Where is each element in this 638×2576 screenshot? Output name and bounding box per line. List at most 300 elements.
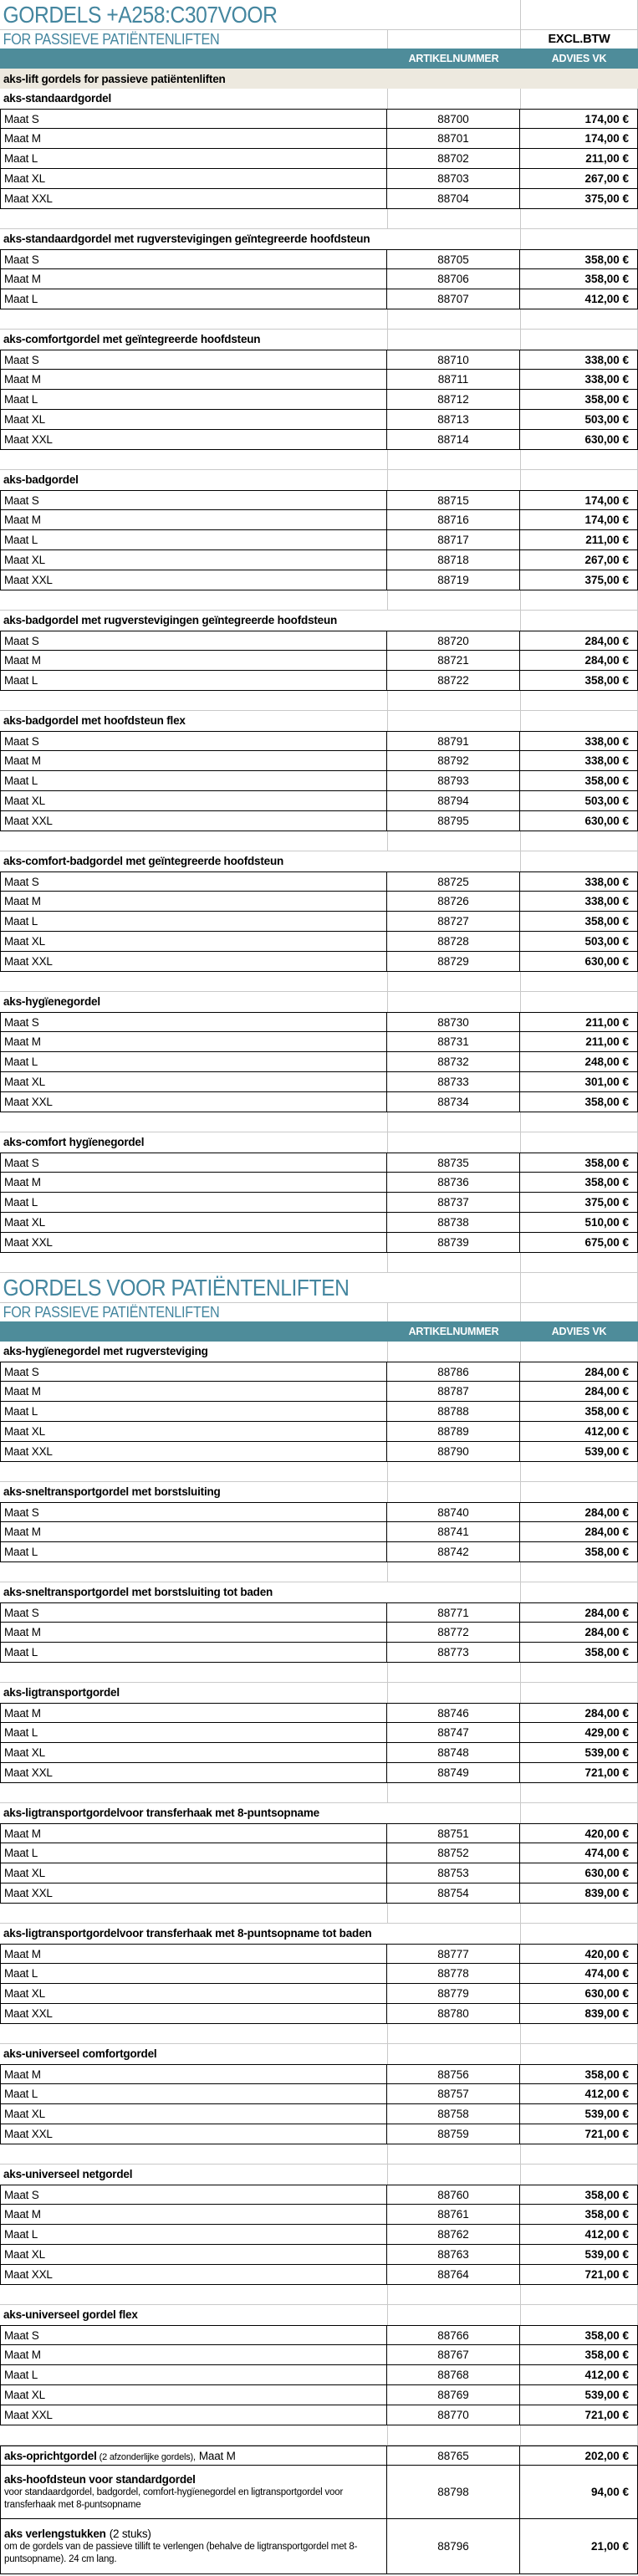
artikelnummer-value: 88796 — [437, 2540, 469, 2553]
price-cell — [520, 550, 638, 570]
product-row — [0, 430, 638, 450]
price-cell — [520, 1362, 638, 1382]
group-name: aks-ligtransportgordel — [3, 1686, 120, 1699]
group-spacer-cell — [520, 1924, 638, 1944]
price-value: 539,00 € — [584, 2389, 629, 2401]
spacer-cell — [387, 1462, 520, 1482]
price-value: 174,00 € — [584, 112, 629, 125]
size-cell — [0, 1233, 387, 1253]
group-name-cell — [0, 229, 387, 249]
price-cell — [520, 2519, 638, 2574]
group-spacer-cell — [520, 1482, 638, 1502]
spacer-cell — [387, 1783, 520, 1803]
footer-product-bold: aks-hoofdsteun voor standardgordel — [4, 2472, 196, 2486]
price-value: 539,00 € — [584, 1746, 629, 1759]
artikelnummer-cell — [387, 2225, 520, 2245]
spacer-cell — [387, 590, 520, 611]
spacer-cell — [520, 1783, 638, 1803]
artikelnummer-cell — [387, 1602, 520, 1623]
price-value: 284,00 € — [584, 1706, 629, 1720]
product-row — [0, 1883, 638, 1904]
product-row — [0, 169, 638, 189]
price-value: 358,00 € — [584, 1096, 629, 1108]
price-cell — [520, 892, 638, 912]
price-cell — [520, 912, 638, 932]
group-spacer-cell — [387, 1342, 520, 1362]
column-header-artikelnummer: ARTIKELNUMMER — [408, 1326, 499, 1337]
price-cell — [520, 1072, 638, 1092]
group-spacer-cell — [520, 330, 638, 350]
artikelnummer-cell — [387, 1763, 520, 1783]
price-value: 358,00 € — [584, 2349, 629, 2361]
group-header-row — [0, 992, 638, 1012]
product-row — [0, 671, 638, 691]
artikelnummer-cell — [387, 731, 520, 751]
product-row — [0, 350, 638, 370]
group-name-cell — [0, 1132, 387, 1153]
product-row — [0, 550, 638, 570]
artikelnummer-cell — [387, 651, 520, 671]
product-row — [0, 2365, 638, 2385]
artikelnummer-value: 88789 — [437, 1425, 469, 1438]
price-cell — [520, 109, 638, 129]
artikelnummer-value: 88758 — [437, 2108, 469, 2120]
product-row — [0, 2185, 638, 2205]
price-value: 375,00 € — [584, 574, 629, 586]
product-row — [0, 1052, 638, 1072]
artikelnummer-cell — [387, 2519, 520, 2574]
product-row — [0, 1964, 638, 1984]
artikelnummer-cell — [387, 1843, 520, 1863]
product-row — [0, 912, 638, 932]
price-cell — [520, 189, 638, 209]
artikelnummer-value: 88756 — [437, 2067, 469, 2081]
size-cell — [0, 751, 387, 771]
size-label: Maat L — [4, 1726, 38, 1739]
artikelnummer-value: 88728 — [437, 935, 469, 948]
size-cell — [0, 2265, 387, 2285]
size-cell — [0, 671, 387, 691]
artikelnummer-value: 88753 — [437, 1867, 469, 1879]
footer-product-name-cell — [0, 2446, 387, 2466]
group-name: aks-ligtransportgordelvoor transferhaak met 8-puntsopname tot baden — [3, 1927, 372, 1940]
artikelnummer-value: 88740 — [437, 1505, 469, 1519]
price-value: 630,00 € — [584, 955, 629, 968]
price-value: 358,00 € — [584, 1546, 629, 1558]
price-cell — [520, 1964, 638, 1984]
size-label: Maat L — [4, 534, 38, 546]
product-row — [0, 771, 638, 791]
price-cell — [520, 771, 638, 791]
artikelnummer-cell — [387, 1984, 520, 2004]
group-header-row — [0, 1342, 638, 1362]
group-spacer-cell — [520, 470, 638, 490]
artikelnummer-value: 88703 — [437, 172, 469, 185]
price-cell — [520, 932, 638, 952]
size-cell — [0, 2124, 387, 2144]
price-value: 503,00 € — [584, 413, 629, 426]
product-row — [0, 791, 638, 811]
artikelnummer-value: 88729 — [437, 955, 469, 968]
section-subtitle-row — [0, 30, 638, 49]
price-cell — [520, 1944, 638, 1964]
price-value: 630,00 € — [584, 1987, 629, 2000]
artikelnummer-value: 88757 — [437, 2088, 469, 2100]
price-cell — [520, 1823, 638, 1843]
price-value: 338,00 € — [584, 353, 629, 366]
price-cell — [520, 249, 638, 269]
price-value: 358,00 € — [584, 1156, 629, 1169]
artikelnummer-value: 88748 — [437, 1746, 469, 1759]
price-cell — [520, 570, 638, 590]
group-name: aks-comfort-badgordel met geïntegreerde hoofdsteun — [3, 855, 284, 867]
price-value: 358,00 € — [584, 393, 629, 406]
size-label: Maat M — [4, 1176, 41, 1188]
product-row — [0, 871, 638, 892]
group-name-cell — [0, 330, 387, 350]
group-spacer-cell — [387, 1683, 520, 1703]
size-cell — [0, 2205, 387, 2225]
artikelnummer-value: 88749 — [437, 1766, 469, 1779]
artikelnummer-cell — [387, 149, 520, 169]
size-cell — [0, 2245, 387, 2265]
category-band-label: aks-lift gordels for passieve patiëntenliften — [3, 72, 226, 85]
size-label: Maat S — [4, 875, 39, 888]
artikelnummer-cell — [387, 109, 520, 129]
product-row — [0, 1213, 638, 1233]
artikelnummer-value: 88706 — [437, 273, 469, 285]
artikelnummer-cell — [387, 1032, 520, 1052]
size-label: Maat XL — [4, 1425, 45, 1438]
size-label: Maat XXL — [4, 2128, 53, 2140]
artikelnummer-cell — [387, 871, 520, 892]
size-label: Maat S — [4, 1606, 39, 1619]
price-cell — [520, 370, 638, 390]
group-header-row — [0, 1924, 638, 1944]
spacer-cell — [387, 691, 520, 711]
price-value: 375,00 € — [584, 192, 629, 205]
group-spacer-cell — [387, 2165, 520, 2185]
group-name: aks-standaardgordel — [3, 92, 111, 105]
size-label: Maat XXL — [4, 955, 53, 968]
group-name: aks-badgordel met hoofdsteun flex — [3, 714, 186, 727]
group-spacer-cell — [387, 611, 520, 631]
artikelnummer-value: 88773 — [437, 1646, 469, 1659]
artikelnummer-value: 88711 — [437, 373, 469, 386]
price-cell — [520, 1723, 638, 1743]
group-name: aks-comfort hygïenegordel — [3, 1136, 145, 1148]
artikelnummer-cell — [387, 1422, 520, 1442]
artikelnummer-value: 88794 — [437, 795, 469, 807]
artikelnummer-cell — [387, 510, 520, 530]
price-value: 539,00 € — [584, 1445, 629, 1458]
group-spacer-cell — [520, 2044, 638, 2064]
size-label: Maat XL — [4, 935, 45, 948]
price-cell — [520, 2104, 638, 2124]
price-value: 474,00 € — [584, 1847, 629, 1859]
price-cell — [520, 510, 638, 530]
artikelnummer-cell — [387, 410, 520, 430]
group-name-cell — [0, 1924, 387, 1944]
artikelnummer-cell — [387, 1092, 520, 1112]
artikelnummer-value: 88725 — [437, 875, 469, 888]
size-label: Maat XXL — [4, 433, 53, 446]
price-value: 358,00 € — [584, 674, 629, 687]
size-label: Maat M — [4, 654, 41, 667]
size-cell — [0, 2365, 387, 2385]
spacer-cell — [387, 450, 520, 470]
spacer-cell — [387, 209, 520, 229]
column-header-artikelnummer: ARTIKELNUMMER — [408, 53, 499, 64]
size-cell — [0, 1763, 387, 1783]
group-header-row — [0, 1482, 638, 1502]
artikelnummer-value: 88795 — [437, 815, 469, 827]
size-cell — [0, 912, 387, 932]
size-label: Maat XXL — [4, 192, 53, 205]
price-value: 412,00 € — [584, 293, 629, 305]
price-cell — [520, 2124, 638, 2144]
product-row — [0, 1863, 638, 1883]
column-header-advies-vk: ADVIES VK — [551, 1326, 607, 1337]
size-label: Maat L — [4, 393, 38, 406]
price-cell — [520, 1743, 638, 1763]
price-cell — [520, 2084, 638, 2104]
price-value: 510,00 € — [584, 1216, 629, 1229]
section-subtitle: FOR PASSIEVE PATIËNTENLIFTEN — [3, 30, 220, 48]
artikelnummer-cell — [387, 2466, 520, 2519]
price-value: 839,00 € — [584, 1887, 629, 1899]
spacer-row — [0, 2024, 638, 2044]
product-row — [0, 731, 638, 751]
spacer-cell — [520, 691, 638, 711]
size-label: Maat L — [4, 674, 38, 687]
group-header-row — [0, 2044, 638, 2064]
size-label: Maat M — [4, 2349, 41, 2361]
size-label: Maat L — [4, 774, 38, 787]
spacer-cell — [520, 1663, 638, 1683]
size-cell — [0, 510, 387, 530]
column-header-advies-vk: ADVIES VK — [551, 53, 607, 64]
price-value: 503,00 € — [584, 795, 629, 807]
spacer-cell — [0, 2024, 387, 2044]
price-cell — [520, 2064, 638, 2084]
size-cell — [0, 811, 387, 831]
size-label: Maat XXL — [4, 1766, 53, 1779]
size-label: Maat XL — [4, 795, 45, 807]
footer-product-name-cell — [0, 2466, 387, 2519]
group-name: aks-ligtransportgordelvoor transferhaak met 8-puntsopname — [3, 1807, 319, 1819]
price-value: 267,00 € — [584, 554, 629, 566]
product-row — [0, 811, 638, 831]
artikelnummer-cell — [387, 269, 520, 289]
artikelnummer-cell — [387, 2004, 520, 2024]
size-cell — [0, 1072, 387, 1092]
size-label: Maat L — [4, 1405, 38, 1418]
section-subtitle-cell — [0, 1303, 387, 1321]
artikelnummer-cell — [387, 1233, 520, 1253]
group-spacer-cell — [520, 1803, 638, 1823]
size-label: Maat S — [4, 493, 39, 507]
size-label: Maat M — [4, 1626, 41, 1638]
size-label: Maat XXL — [4, 2409, 53, 2421]
artikelnummer-value: 88767 — [437, 2349, 469, 2361]
size-cell — [0, 1012, 387, 1032]
spacer-row — [0, 2285, 638, 2305]
artikelnummer-value: 88761 — [437, 2208, 469, 2221]
artikelnummer-value: 88716 — [437, 514, 469, 526]
artikelnummer-value: 88734 — [437, 1096, 469, 1108]
price-value: 358,00 € — [584, 1646, 629, 1659]
size-cell — [0, 1723, 387, 1743]
price-value: 721,00 € — [584, 2268, 629, 2281]
artikelnummer-value: 88754 — [437, 1887, 469, 1899]
spacer-cell — [0, 450, 387, 470]
spacer-cell — [520, 831, 638, 851]
price-cell — [520, 1703, 638, 1723]
product-row — [0, 1522, 638, 1542]
product-row — [0, 751, 638, 771]
group-spacer-cell — [387, 1582, 520, 1602]
size-cell — [0, 2104, 387, 2124]
artikelnummer-cell — [387, 249, 520, 269]
size-cell — [0, 390, 387, 410]
spacer-cell — [0, 972, 387, 992]
price-cell — [520, 1522, 638, 1542]
price-value: 721,00 € — [584, 1766, 629, 1779]
product-row — [0, 1823, 638, 1843]
price-value: 539,00 € — [584, 2248, 629, 2261]
product-row — [0, 1542, 638, 1562]
size-label: Maat XL — [4, 2248, 45, 2261]
product-row — [0, 510, 638, 530]
artikelnummer-value: 88714 — [437, 433, 469, 446]
size-label: Maat XL — [4, 1987, 45, 2000]
price-value: 284,00 € — [584, 1606, 629, 1619]
artikelnummer-value: 88717 — [437, 534, 469, 546]
artikelnummer-value: 88715 — [437, 493, 469, 507]
spacer-cell — [0, 309, 387, 330]
spacer-cell — [0, 2425, 387, 2446]
size-cell — [0, 2225, 387, 2245]
product-row — [0, 1402, 638, 1422]
artikelnummer-cell — [387, 169, 520, 189]
artikelnummer-value: 88702 — [437, 152, 469, 165]
price-cell — [520, 2325, 638, 2345]
group-name: aks-standaardgordel met rugverstevigingen geïntegreerde hoofdsteun — [3, 233, 370, 245]
footer-product-row — [0, 2466, 638, 2519]
price-cell — [520, 2004, 638, 2024]
product-row — [0, 109, 638, 129]
product-row — [0, 1984, 638, 2004]
price-value: 630,00 € — [584, 433, 629, 446]
column-header-row — [0, 49, 638, 69]
group-spacer-cell — [520, 229, 638, 249]
artikelnummer-cell — [387, 2265, 520, 2285]
group-spacer-cell — [387, 89, 520, 109]
artikelnummer-value: 88733 — [437, 1076, 469, 1088]
subtitle-spacer-cell — [387, 1303, 520, 1321]
group-name: aks-hygïenegordel met rugversteviging — [3, 1345, 208, 1357]
size-label: Maat M — [4, 514, 41, 526]
size-label: Maat S — [4, 1365, 39, 1378]
size-cell — [0, 651, 387, 671]
price-value: 202,00 € — [584, 2449, 629, 2462]
size-label: Maat S — [4, 253, 39, 266]
artikelnummer-cell — [387, 1623, 520, 1643]
size-label: Maat L — [4, 1196, 38, 1209]
artikelnummer-value: 88726 — [437, 895, 469, 907]
spacer-cell — [387, 831, 520, 851]
price-value: 420,00 € — [584, 1947, 629, 1960]
group-name-cell — [0, 1683, 387, 1703]
size-label: Maat L — [4, 293, 38, 305]
price-value: 412,00 € — [584, 2369, 629, 2381]
spacer-cell — [0, 831, 387, 851]
artikelnummer-value: 88768 — [437, 2369, 469, 2381]
price-cell — [520, 129, 638, 149]
artikelnummer-value: 88790 — [437, 1445, 469, 1458]
price-cell — [520, 671, 638, 691]
artikelnummer-cell — [387, 2325, 520, 2345]
artikelnummer-value: 88771 — [437, 1606, 469, 1619]
group-header-row — [0, 330, 638, 350]
size-label: Maat L — [4, 915, 38, 928]
price-value: 539,00 € — [584, 2108, 629, 2120]
size-label: Maat L — [4, 2369, 38, 2381]
size-label: Maat XL — [4, 2389, 45, 2401]
price-value: 338,00 € — [584, 754, 629, 767]
price-value: 420,00 € — [584, 1827, 629, 1840]
artikelnummer-cell — [387, 2385, 520, 2405]
category-band-cell — [0, 69, 638, 89]
size-cell — [0, 269, 387, 289]
group-spacer-cell — [520, 711, 638, 731]
product-row — [0, 631, 638, 651]
size-label: Maat S — [4, 353, 39, 366]
artikelnummer-cell — [387, 2104, 520, 2124]
group-spacer-cell — [387, 1482, 520, 1502]
spacer-cell — [0, 1904, 387, 1924]
size-cell — [0, 410, 387, 430]
price-value: 211,00 € — [585, 1015, 629, 1029]
artikelnummer-cell — [387, 570, 520, 590]
artikelnummer-cell — [387, 1723, 520, 1743]
product-row — [0, 651, 638, 671]
group-name-cell — [0, 992, 387, 1012]
price-value: 358,00 € — [584, 2208, 629, 2221]
price-cell — [520, 1052, 638, 1072]
price-cell — [520, 1193, 638, 1213]
artikelnummer-cell — [387, 1743, 520, 1763]
size-label: Maat XL — [4, 1216, 45, 1229]
product-row — [0, 269, 638, 289]
size-cell — [0, 1522, 387, 1542]
spacer-row — [0, 590, 638, 611]
spacer-cell — [387, 1562, 520, 1582]
size-cell — [0, 370, 387, 390]
group-spacer-cell — [520, 2305, 638, 2325]
product-row — [0, 952, 638, 972]
spacer-cell — [520, 590, 638, 611]
tax-label-cell — [520, 1303, 638, 1321]
artikelnummer-value: 88760 — [437, 2188, 469, 2201]
section-title-cell — [0, 1273, 520, 1303]
spacer-row — [0, 831, 638, 851]
spacer-cell — [0, 1783, 387, 1803]
price-cell — [520, 751, 638, 771]
size-cell — [0, 350, 387, 370]
artikelnummer-value: 88798 — [437, 2486, 469, 2498]
